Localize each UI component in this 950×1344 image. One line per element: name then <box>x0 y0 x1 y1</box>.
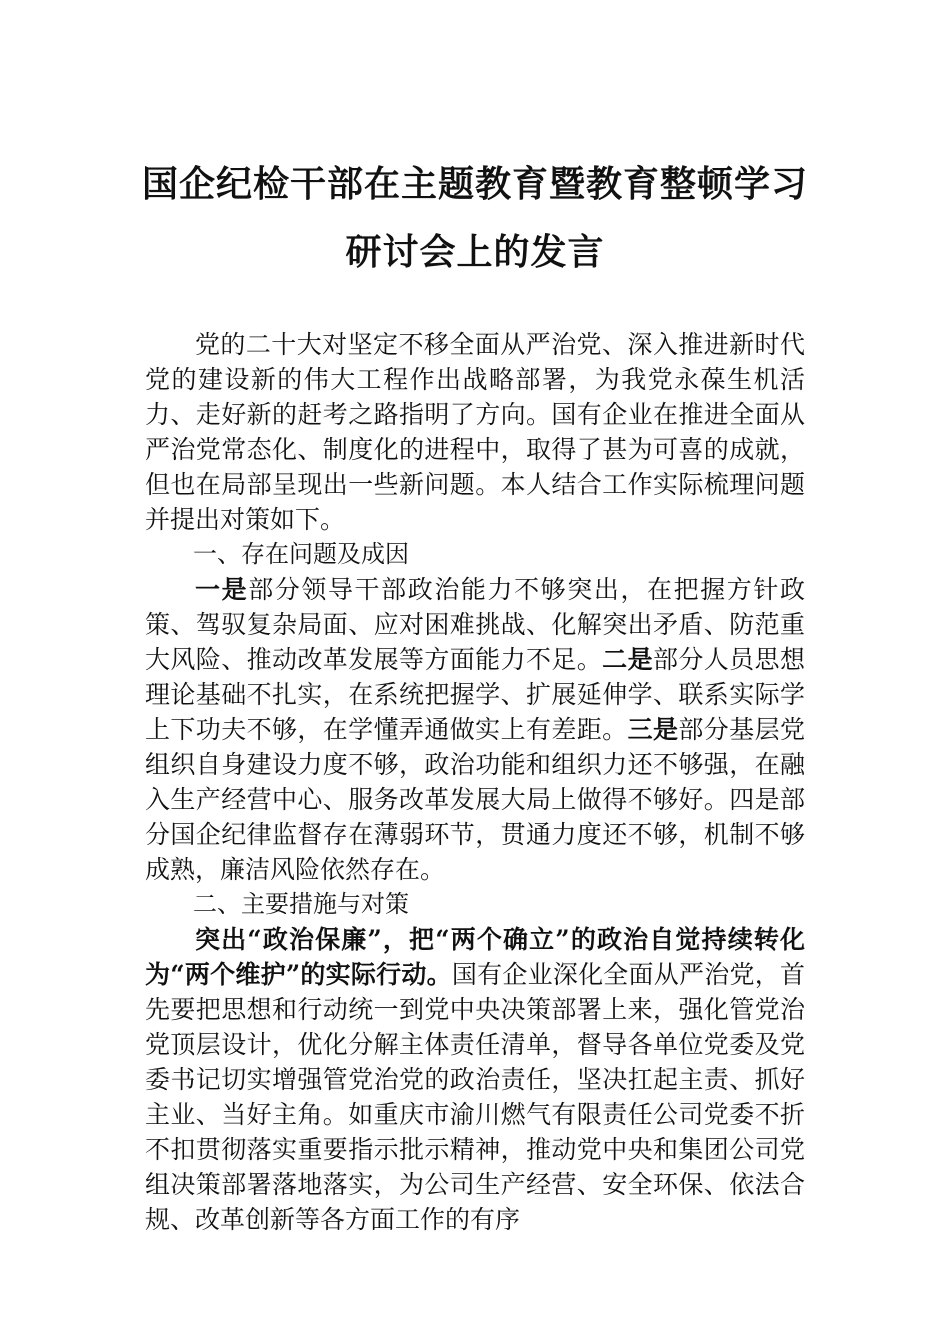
point-lead-3: 三是 <box>627 715 679 744</box>
section1-heading: 一、存在问题及成因 <box>193 540 409 568</box>
section2-paragraph <box>145 922 805 1237</box>
section2-text: 国有企业深化全面从严治党，首先要把思想和行动统一到党中央决策部署上来，强化管党治党顶层设计，优化分解主体责任清单，督导各单位党委及党委书记切实增强管党治党的政治责任，坚决扛起主责、抓好主业、当好主角。如重庆市渝川燃气有限责任公司党委不折不扣贯彻落实重要指示批示精神，推动党中央和集团公司党组决策部署落地落实，为公司生产经营、安全环保、依法合规、改革创新等各方面工作的有序 <box>145 960 805 1234</box>
document-title-line2: 研讨会上的发言 <box>345 231 605 273</box>
point-text-1: 部分领导干部政治能力不够突出，在把握方针政策、驾驭复杂局面、应对困难挑战、化解突出矛盾、防范重大风险、推动改革发展等方面能力不足。 <box>145 575 805 674</box>
section2-heading: 二、主要措施与对策 <box>193 890 409 918</box>
section1-paragraph <box>145 572 805 887</box>
document-title-line1: 国企纪检干部在主题教育暨教育整顿学习 <box>141 163 808 205</box>
point-lead-1: 一是 <box>195 575 249 604</box>
point-text-3: 部分基层党组织自身建设力度不够，政治功能和组织力还不够强，在融入生产经营中心、服务改革发展大局上做得不够好。四是部分国企纪律监督存在薄弱环节，贯通力度还不够，机制不够成熟，廉洁风险依然存在。 <box>145 715 805 884</box>
point-lead-2: 二是 <box>602 645 653 674</box>
point-text-2: 部分人员思想理论基础不扎实，在系统把握学、扩展延伸学、联系实际学上下功夫不够，在学懂弄通做实上有差距。 <box>145 645 805 744</box>
document-body <box>145 327 805 1237</box>
intro-paragraph: 党的二十大对坚定不移全面从严治党、深入推进新时代党的建设新的伟大工程作出战略部署，为我党永葆生机活力、走好新的赶考之路指明了方向。国有企业在推进全面从严治党常态化、制度化的进程中，取得了甚为可喜的成就，但也在局部呈现出一些新问题。本人结合工作实际梳理问题并提出对策如下。 <box>145 330 805 534</box>
section2-bold-lead: 突出“政治保廉”，把“两个确立”的政治自觉持续转化为“两个维护”的实际行动。 <box>145 925 805 989</box>
